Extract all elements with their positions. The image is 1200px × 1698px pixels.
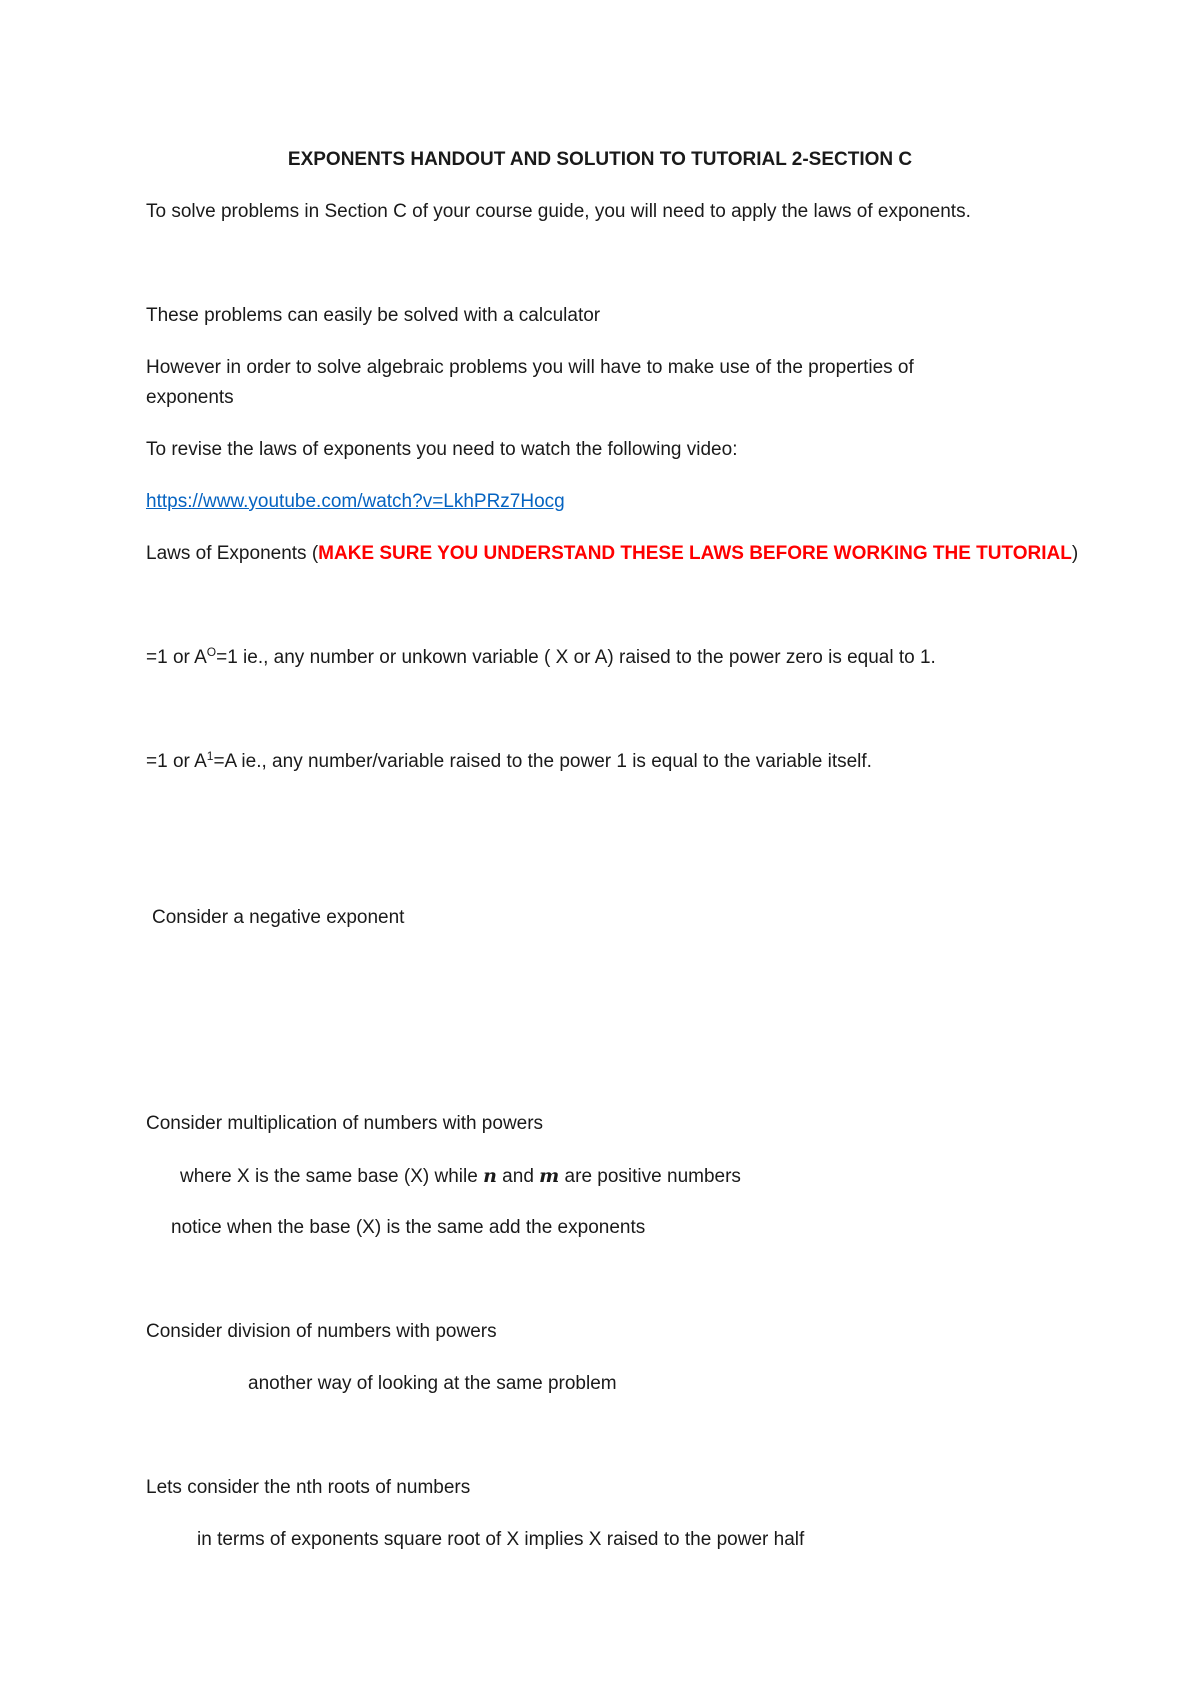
variable-n: n: [483, 1165, 497, 1187]
negative-exponent-heading: Consider a negative exponent: [152, 907, 405, 928]
intro-paragraph: To solve problems in Section C of your course guide, you will need to apply the laws of exponents.: [146, 201, 971, 222]
division-heading: Consider division of numbers with powers: [146, 1321, 497, 1342]
where-text-a: where X is the same base (X) while: [180, 1166, 484, 1187]
laws-heading: [146, 542, 1078, 566]
video-link-line: [146, 490, 565, 514]
multiplication-notice: notice when the base (X) is the same add the exponents: [171, 1217, 646, 1238]
law-zero-lead: =1 or A: [146, 647, 207, 668]
roots-heading: Lets consider the nth roots of numbers: [146, 1477, 471, 1498]
multiplication-where: [180, 1164, 741, 1189]
laws-heading-suffix: ): [1071, 543, 1079, 564]
variable-m: m: [539, 1165, 560, 1187]
multiplication-heading: Consider multiplication of numbers with powers: [146, 1113, 544, 1134]
law-zero-exponent: [146, 646, 936, 670]
however-line-2: exponents: [146, 387, 234, 408]
law-one-tail: =A ie., any number/variable raised to the power 1 is equal to the variable itself.: [213, 751, 872, 772]
law-zero-superscript: O: [206, 645, 217, 659]
division-another-way: another way of looking at the same problem: [248, 1373, 617, 1394]
calculator-note: These problems can easily be solved with a calculator: [146, 305, 601, 326]
law-one-superscript: 1: [206, 749, 214, 763]
law-one-exponent: [146, 750, 872, 774]
page-title: EXPONENTS HANDOUT AND SOLUTION TO TUTORIAL 2-SECTION C: [287, 149, 913, 170]
roots-explanation: in terms of exponents square root of X implies X raised to the power half: [197, 1529, 805, 1550]
law-one-lead: =1 or A: [146, 751, 207, 772]
video-link[interactable]: https://www.youtube.com/watch?v=LkhPRz7Hocg: [146, 491, 565, 512]
law-zero-tail: =1 ie., any number or unkown variable ( X or A) raised to the power zero is equal to 1.: [216, 647, 936, 668]
laws-heading-prefix: Laws of Exponents (: [146, 543, 319, 564]
revise-instruction: To revise the laws of exponents you need to watch the following video:: [146, 439, 738, 460]
where-text-c: are positive numbers: [559, 1166, 741, 1187]
however-line-1: However in order to solve algebraic problems you will have to make use of the properties of: [146, 357, 914, 378]
laws-warning: MAKE SURE YOU UNDERSTAND THESE LAWS BEFORE WORKING THE TUTORIAL: [318, 543, 1072, 564]
where-text-b: and: [496, 1166, 540, 1187]
